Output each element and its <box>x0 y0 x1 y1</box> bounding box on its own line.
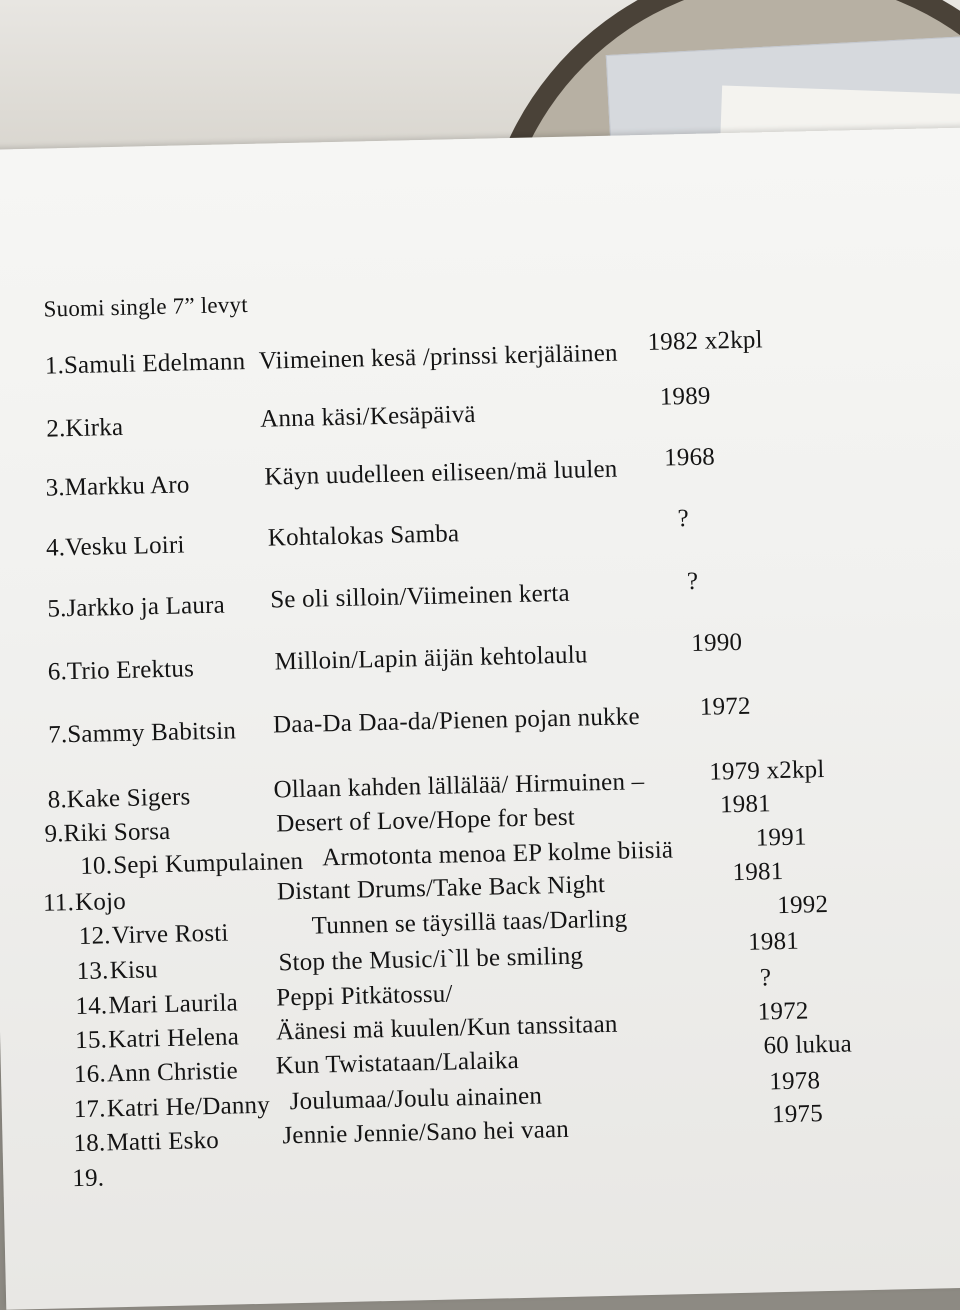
entry-13-number: 13. <box>76 957 109 986</box>
entry-4-songs: Kohtalokas Samba <box>267 520 460 552</box>
entry-6-artist: Trio Erektus <box>66 655 195 686</box>
entry-9-year: 1981 <box>719 790 772 819</box>
entry-7-songs: Daa-Da Daa-da/Pienen pojan nukke <box>272 703 641 739</box>
entry-7-year: 1972 <box>699 692 751 721</box>
entry-14-year: ? <box>759 964 772 992</box>
entry-18-year: 1975 <box>771 1100 824 1129</box>
entry-15-year: 1972 <box>757 997 809 1026</box>
entry-15-songs: Äänesi mä kuulen/Kun tanssitaan <box>275 1010 618 1046</box>
entry-9-artist: Riki Sorsa <box>63 817 171 848</box>
entry-12-number: 12. <box>78 922 112 950</box>
entry-16-songs: Kun Twistataan/Lalaika <box>275 1047 520 1080</box>
entry-14-songs: Peppi Pitkätossu/ <box>276 980 453 1012</box>
entry-4-year: ? <box>677 505 690 533</box>
entry-6-songs: Milloin/Lapin äijän kehtolaulu <box>274 641 588 676</box>
entry-15-number: 15. <box>74 1026 108 1055</box>
entry-6-number: 6. <box>47 658 68 686</box>
entry-17-songs: Joulumaa/Joulu ainainen <box>289 1082 543 1116</box>
entry-1-songs: Viimeinen kesä /prinssi kerjäläinen <box>258 339 618 375</box>
entry-2-number: 2. <box>46 415 66 443</box>
entry-3-artist: Markku Aro <box>64 471 190 502</box>
entry-11-songs: Distant Drums/Take Back Night <box>276 871 606 906</box>
entry-17-number: 17. <box>73 1095 106 1124</box>
entry-8-songs: Ollaan kahden lällälää/ Hirmuinen – <box>273 768 645 804</box>
entry-3-number: 3. <box>45 474 66 502</box>
entry-4-number: 4. <box>45 534 66 562</box>
entry-1-year: 1982 x2kpl <box>647 326 764 356</box>
entry-16-artist: Ann Christie <box>106 1057 239 1088</box>
entry-12-songs: Tunnen se täysillä taas/Darling <box>311 905 628 940</box>
entry-11-year: 1981 <box>732 857 784 887</box>
entry-14-artist: Mari Laurila <box>108 989 239 1020</box>
entry-7-number: 7. <box>47 721 68 749</box>
entry-10-number: 10. <box>79 852 113 880</box>
entry-10-year: 1991 <box>755 823 807 852</box>
entry-3-year: 1968 <box>663 443 716 472</box>
entry-17-year: 1978 <box>769 1067 821 1096</box>
entry-13-artist: Kisu <box>109 956 158 985</box>
paper-sheet <box>0 127 960 1310</box>
entry-6-year: 1990 <box>691 628 743 657</box>
entry-13-songs: Stop the Music/i`ll be smiling <box>278 942 584 977</box>
entry-5-artist: Jarkko ja Laura <box>66 591 226 623</box>
entry-16-year: 60 lukua <box>763 1030 853 1060</box>
entry-13-year: 1981 <box>747 927 800 956</box>
entry-10-artist: Sepi Kumpulainen <box>112 847 304 880</box>
entry-9-number: 9. <box>44 820 64 848</box>
entry-5-year: ? <box>686 567 699 596</box>
entry-2-songs: Anna käsi/Kesäpäivä <box>259 400 476 433</box>
entry-8-artist: Kake Sigers <box>66 783 191 814</box>
entry-9-songs: Desert of Love/Hope for best <box>276 803 576 838</box>
entry-17-artist: Katri He/Danny <box>106 1091 271 1123</box>
entry-8-number: 8. <box>47 786 68 814</box>
entry-14-number: 14. <box>75 992 108 1021</box>
entry-8-year: 1979 x2kpl <box>708 756 825 786</box>
entry-19-number: 19. <box>72 1164 105 1193</box>
entry-2-artist: Kirka <box>65 413 124 443</box>
document-title: Suomi single 7” levyt <box>43 291 249 322</box>
entry-16-number: 16. <box>73 1060 107 1089</box>
entry-2-year: 1989 <box>659 382 711 411</box>
entry-5-number: 5. <box>47 595 67 623</box>
entry-11-number: 11. <box>42 889 75 917</box>
entry-11-artist: Kojo <box>74 887 127 917</box>
entry-3-songs: Käyn uudelleen eiliseen/mä luulen <box>264 455 618 491</box>
entry-7-artist: Sammy Babitsin <box>66 717 237 749</box>
entry-18-number: 18. <box>73 1129 106 1158</box>
entry-12-artist: Virve Rosti <box>111 919 229 950</box>
entry-12-year: 1992 <box>777 890 829 920</box>
entry-18-songs: Jennie Jennie/Sano hei vaan <box>282 1115 570 1150</box>
entry-1-artist: Samuli Edelmann <box>63 348 246 380</box>
entry-15-artist: Katri Helena <box>107 1023 240 1054</box>
entry-1-number: 1. <box>44 352 65 380</box>
entry-18-artist: Matti Esko <box>106 1126 220 1157</box>
entry-4-artist: Vesku Loiri <box>64 531 185 562</box>
entry-10-songs: Armotonta menoa EP kolme biisiä <box>321 836 674 872</box>
entry-5-songs: Se oli silloin/Viimeinen kerta <box>269 579 571 614</box>
